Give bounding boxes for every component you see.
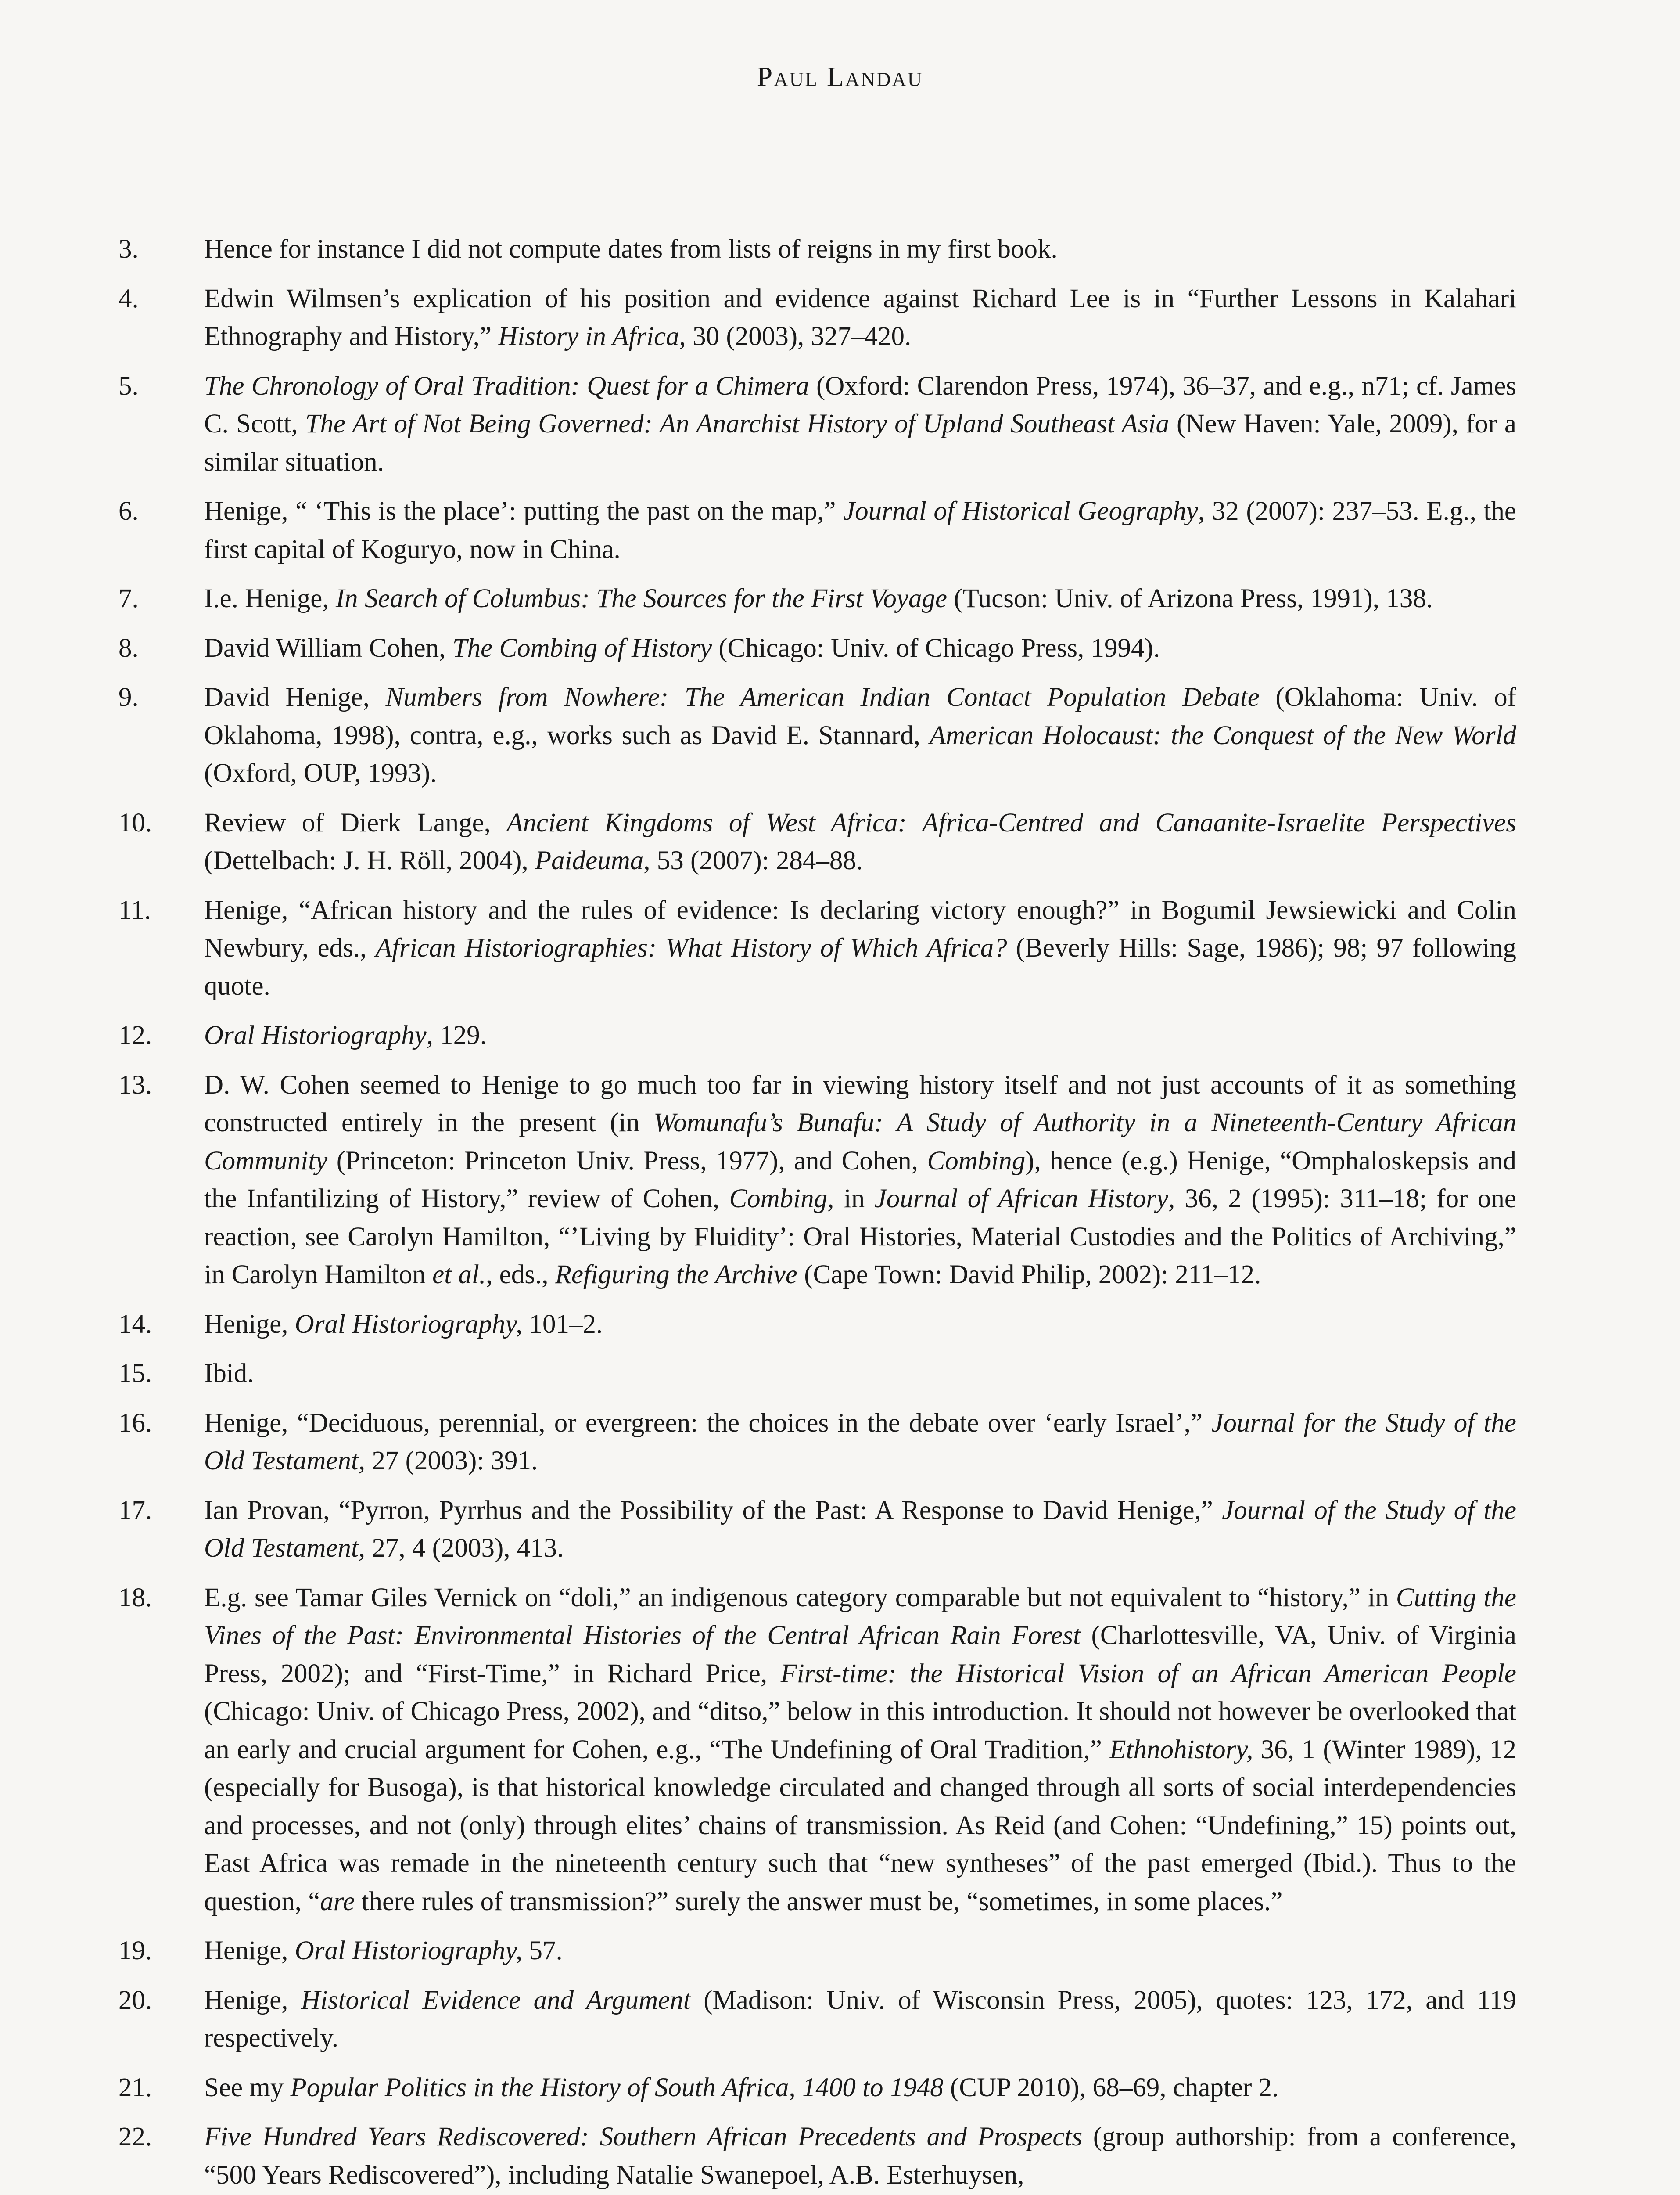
endnote-text-run: Henige, — [204, 1309, 295, 1339]
endnote-title-italic: et al. — [432, 1260, 486, 1289]
endnote — [118, 493, 1516, 569]
endnote-text-run: Edwin Wilmsen’s explication of his position and evidence against Richard Lee is in “Further Lessons in Kalahari Ethnography and History,” — [204, 284, 1516, 351]
endnote-number: 16. — [118, 1408, 152, 1438]
endnote-text-run: (group authorship: from a conference, “500 Years Rediscovered”), including Natalie Swanepoel, A.B. Esterhuysen, — [204, 2122, 1516, 2190]
endnote-title-italic: Paideuma — [535, 846, 644, 875]
endnote-number: 8. — [118, 633, 139, 663]
endnote-text-run: (Oxford: Clarendon Press, 1974), 36–37, and e.g., n71; cf. James C. Scott, — [204, 371, 1517, 439]
endnote-text-run: Henige, “Deciduous, perennial, or evergreen: the choices in the debate over ‘early Israel’,” — [204, 1408, 1212, 1438]
endnote-number: 12. — [118, 1021, 152, 1050]
endnote-text — [204, 1932, 1516, 1970]
endnote-text — [204, 1982, 1516, 2058]
endnote-title-italic: Five Hundred Years Rediscovered: Southern African Precedents and Prospects — [204, 2122, 1083, 2152]
endnote-number: 6. — [118, 497, 139, 526]
endnote-text-run: 27 (2003): 391. — [365, 1446, 538, 1475]
endnote — [118, 892, 1516, 1006]
endnotes-list — [118, 230, 1516, 2195]
endnote-text — [204, 2118, 1516, 2194]
endnote-text-run: , 129. — [426, 1021, 487, 1050]
endnote — [118, 1066, 1516, 1294]
endnote — [118, 630, 1516, 668]
endnote-text-run: E.g. see Tamar Giles Vernick on “doli,” an indigenous category comparable but not equivalent to “history,” in — [204, 1583, 1396, 1612]
endnote-text-run: , 32 (2007): 237–53. E.g., the first capital of Koguryo, now in China. — [204, 497, 1517, 564]
endnote-number: 9. — [118, 683, 139, 712]
endnote-number: 13. — [118, 1070, 152, 1100]
endnote — [118, 280, 1516, 356]
endnote — [118, 1355, 1516, 1393]
endnote-number: 11. — [118, 895, 151, 925]
endnote-title-italic: Historical Evidence and Argument — [301, 1985, 691, 2015]
endnote-text — [204, 367, 1516, 482]
endnote-text-run: (Tucson: Univ. of Arizona Press, 1991), 138. — [947, 584, 1433, 613]
endnote-title-italic: In Search of Columbus: The Sources for the First Voyage — [335, 584, 948, 613]
endnote-text-run: See my — [204, 2073, 291, 2102]
endnote-text-run: , eds., — [486, 1260, 555, 1289]
endnote-text-run: Henige, “African history and the rules of evidence: Is declaring victory enough?” in Bogumil Jewsiewicki and Colin Newbury, eds., — [204, 895, 1516, 963]
endnote-text-run: (Dettelbach: J. H. Röll, 2004), — [204, 846, 535, 875]
endnote-text — [204, 280, 1516, 356]
endnote — [118, 230, 1516, 269]
endnote — [118, 2069, 1516, 2107]
endnote-text-run: (Charlottesville, VA, Univ. of Virginia Press, 2002); and “First-Time,” in Richard Price, — [204, 1621, 1516, 1688]
endnote-text-run: 101–2. — [522, 1309, 603, 1339]
endnote-text-run: ), hence (e.g.) Henige, “Omphaloskepsis and the Infantilizing of History,” review of Cohen, — [204, 1146, 1516, 1213]
endnote-text-run: , 36, 2 (1995): 311–18; for one reaction, see Carolyn Hamilton, “’Living by Fluidity’: Oral Histories, Material Custodies and the Politics of Archiving,” in Carolyn Hamilton — [204, 1184, 1516, 1289]
endnote-text-run: 36, 1 (Winter 1989), 12 (especially for Busoga), is that historical knowledge circulated and changed through all sorts of social interdependencies and processes, and not (only) through elites’ chains of transmission. As Reid (and Cohen: “Undefining,” 15) points out, East Africa was remade in the nineteenth century such that “new syntheses” of the past emerged (Ibid.). Thus to the question, “ — [204, 1734, 1517, 1916]
endnote-title-italic: Oral Historiography, — [294, 1936, 523, 1965]
endnote — [118, 1404, 1516, 1480]
endnote-text — [204, 679, 1516, 793]
endnote-number: 19. — [118, 1936, 152, 1965]
endnote-text-run: Henige, “ ‘This is the place’: putting the past on the map,” — [204, 497, 844, 526]
endnote-title-italic: Womunafu’s Bunafu: A Study of Authority in a Nineteenth-Century African Community — [204, 1108, 1516, 1176]
endnote — [118, 580, 1516, 618]
endnote-text — [204, 1404, 1516, 1480]
endnote-title-italic: American Holocaust: the Conquest of the New World — [929, 720, 1516, 750]
endnote-text-run: , 53 (2007): 284–88. — [643, 846, 863, 875]
endnote-title-italic: First-time: the Historical Vision of an African American People — [780, 1659, 1516, 1688]
endnote-title-italic: Cutting the Vines of the Past: Environmental Histories of the Central African Rain Forest — [204, 1583, 1517, 1650]
endnote-text — [204, 230, 1516, 269]
endnote-text — [204, 1579, 1516, 1921]
endnote-title-italic: The Art of Not Being Governed: An Anarchist History of Upland Southeast Asia — [305, 409, 1170, 439]
endnote-title-italic: Refiguring the Archive — [555, 1260, 797, 1289]
endnote-text-run: (Chicago: Univ. of Chicago Press, 1994). — [712, 633, 1160, 663]
endnote-text-run: David Henige, — [204, 683, 386, 712]
endnote-text-run: Ian Provan, “Pyrron, Pyrrhus and the Possibility of the Past: A Response to David Henige,” — [204, 1495, 1222, 1525]
endnote — [118, 1306, 1516, 1344]
endnote — [118, 1982, 1516, 2058]
endnote-text — [204, 804, 1516, 880]
endnote-number: 3. — [118, 234, 139, 264]
endnote-text — [204, 630, 1516, 668]
endnote-title-italic: Ancient Kingdoms of West Africa: Africa-Centred and Canaanite-Israelite Perspectives — [506, 808, 1516, 838]
endnote-number: 17. — [118, 1495, 152, 1525]
endnote-number: 5. — [118, 371, 139, 401]
endnote-number: 14. — [118, 1309, 152, 1339]
endnote-text — [204, 1066, 1516, 1294]
endnote-text — [204, 1355, 1516, 1393]
endnote-text-run: (New Haven: Yale, 2009), for a similar situation. — [204, 409, 1517, 477]
endnote-number: 10. — [118, 808, 152, 838]
endnote-text-run: (Oxford, OUP, 1993). — [204, 759, 437, 788]
endnote-text-run: , in — [827, 1184, 875, 1213]
endnote-text — [204, 2069, 1516, 2107]
endnote-title-italic: are — [320, 1886, 355, 1916]
endnote-text-run: D. W. Cohen seemed to Henige to go much too far in viewing history itself and not just accounts of it as something constructed entirely in the present (in — [204, 1070, 1516, 1137]
endnote-title-italic: The Chronology of Oral Tradition: Quest for a Chimera — [204, 371, 809, 401]
endnote-number: 18. — [118, 1583, 152, 1612]
endnote-text-run: (Cape Town: David Philip, 2002): 211–12. — [797, 1260, 1261, 1289]
endnote-number: 7. — [118, 584, 139, 613]
endnote-text-run: (Oklahoma: Univ. of Oklahoma, 1998), contra, e.g., works such as David E. Stannard, — [204, 683, 1516, 750]
endnote-title-italic: Journal of the Study of the Old Testament, — [204, 1495, 1516, 1563]
endnote — [118, 1017, 1516, 1055]
endnote-text-run: (Chicago: Univ. of Chicago Press, 2002), and “ditso,” below in this introduction. It should not however be overlooked that an early and crucial argument for Cohen, e.g., “The Undefining of Oral Tradition,” — [204, 1697, 1516, 1764]
endnote-text-run: (Madison: Univ. of Wisconsin Press, 2005), quotes: 123, 172, and 119 respectively. — [204, 1985, 1516, 2053]
endnote-title-italic: Popular Politics in the History of South Africa, 1400 to 1948 — [290, 2073, 944, 2102]
endnote-title-italic: African Historiographies: What History of Which Africa? — [375, 933, 1007, 963]
endnote-title-italic: The Combing of History — [452, 633, 712, 663]
endnote-text-run: , 30 (2003), 327–420. — [679, 322, 912, 351]
endnote-title-italic: Oral Historiography — [204, 1021, 427, 1050]
endnote — [118, 1492, 1516, 1568]
endnote-number: 15. — [118, 1359, 152, 1388]
endnote-text-run: 27, 4 (2003), 413. — [365, 1533, 564, 1563]
endnote-text — [204, 493, 1516, 569]
endnote-text — [204, 892, 1516, 1006]
endnote-text — [204, 1017, 1516, 1055]
endnote-text-run: Review of Dierk Lange, — [204, 808, 507, 838]
endnote-title-italic: Journal for the Study of the Old Testament, — [204, 1408, 1516, 1475]
endnote-number: 4. — [118, 284, 139, 313]
endnote-text-run: there rules of transmission?” surely the answer must be, “sometimes, in some places.” — [355, 1886, 1283, 1916]
endnote-text-run: 57. — [522, 1936, 563, 1965]
endnote-text-run: (Princeton: Princeton Univ. Press, 1977), and Cohen, — [327, 1146, 927, 1176]
endnote — [118, 679, 1516, 793]
endnote-text-run: (CUP 2010), 68–69, chapter 2. — [943, 2073, 1279, 2102]
endnote — [118, 367, 1516, 482]
endnote — [118, 804, 1516, 880]
endnote — [118, 2118, 1516, 2194]
endnote-title-italic: History in Africa — [498, 322, 679, 351]
endnote-text — [204, 1492, 1516, 1568]
endnote-text-run: (Beverly Hills: Sage, 1986); 98; 97 following quote. — [204, 933, 1516, 1001]
endnote-text-run: David William Cohen, — [204, 633, 452, 663]
endnote-text-run: Henige, — [204, 1985, 301, 2015]
endnote-text — [204, 580, 1516, 618]
endnote-number: 22. — [118, 2122, 152, 2152]
endnote-title-italic: Journal of African History — [874, 1184, 1169, 1213]
endnote-text — [204, 1306, 1516, 1344]
endnote-title-italic: Combing — [729, 1184, 828, 1213]
endnote — [118, 1932, 1516, 1970]
endnote-text-run: I.e. Henige, — [204, 584, 336, 613]
endnote-text-run: Henige, — [204, 1936, 295, 1965]
endnote-text-run: Hence for instance I did not compute dates from lists of reigns in my first book. — [204, 234, 1058, 264]
endnote-number: 20. — [118, 1985, 152, 2015]
endnote-title-italic: Ethnohistory, — [1109, 1734, 1253, 1764]
endnote-title-italic: Combing — [927, 1146, 1026, 1176]
running-head: Paul Landau — [757, 61, 923, 92]
endnote-title-italic: Oral Historiography, — [294, 1309, 523, 1339]
endnote-title-italic: Numbers from Nowhere: The American Indian Contact Population Debate — [385, 683, 1260, 712]
endnote-text-run: Ibid. — [204, 1359, 254, 1388]
endnote-number: 21. — [118, 2073, 152, 2102]
endnote — [118, 1579, 1516, 1921]
endnote-title-italic: Journal of Historical Geography — [843, 497, 1198, 526]
